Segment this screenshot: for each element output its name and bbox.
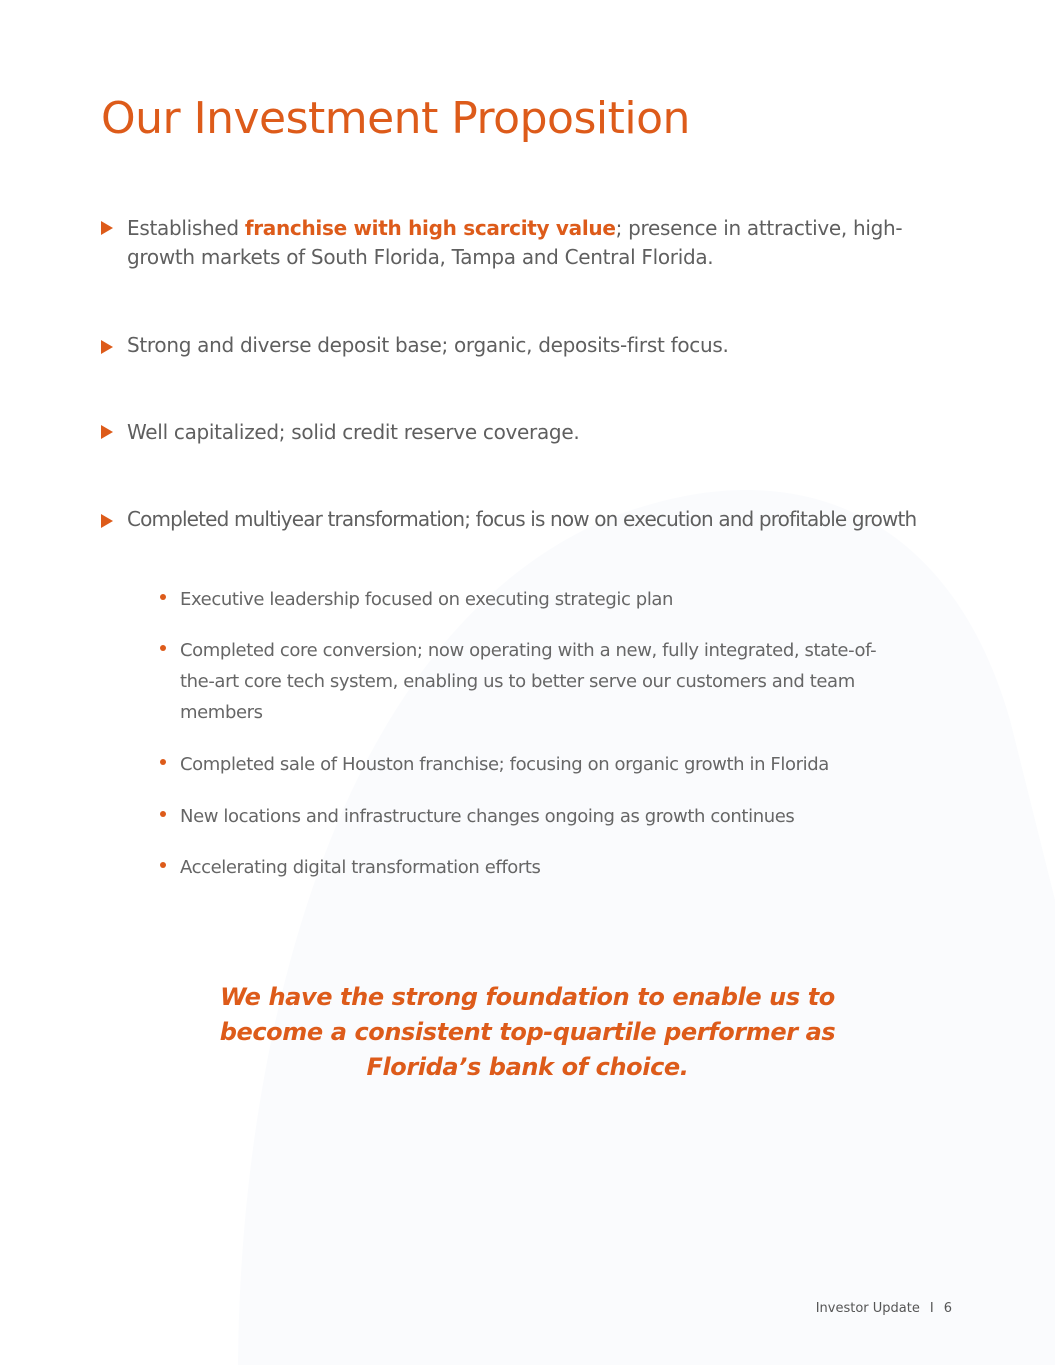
page-number: 6 bbox=[943, 1301, 952, 1316]
footer-separator: I bbox=[929, 1301, 934, 1316]
sub-point bbox=[160, 635, 920, 728]
sub-point-text: New locations and infrastructure changes ongoing as growth continues bbox=[180, 806, 795, 827]
key-point-text: Well capitalized; solid credit reserve coverage. bbox=[127, 420, 580, 444]
bullet-arrow-icon bbox=[101, 221, 113, 235]
bullet-dot-icon bbox=[160, 811, 166, 817]
sub-point bbox=[160, 749, 920, 780]
bullet-dot-icon bbox=[160, 594, 166, 600]
key-point-text: Completed multiyear transformation; focus is now on execution and profitable growth bbox=[127, 507, 917, 531]
bullet-dot-icon bbox=[160, 759, 166, 765]
sub-point bbox=[160, 584, 920, 615]
bullet-arrow-icon bbox=[101, 425, 113, 439]
key-point-text-end: ; presence in attractive, high-growth markets of South Florida, Tampa and Central Florida. bbox=[127, 216, 903, 269]
sub-point-text: Accelerating digital transformation efforts bbox=[180, 857, 541, 878]
key-point-highlight: franchise with high scarcity value bbox=[244, 216, 616, 240]
closing-statement: We have the strong foundation to enable us to become a consistent top-quartile performer as Florida’s bank of choice. bbox=[219, 983, 836, 1081]
bullet-dot-icon bbox=[160, 645, 166, 651]
page-footer bbox=[700, 1299, 952, 1319]
key-point bbox=[101, 505, 961, 535]
sub-point-text: Executive leadership focused on executing strategic plan bbox=[180, 589, 674, 610]
key-point-text: Strong and diverse deposit base; organic, deposits-first focus. bbox=[127, 333, 729, 357]
sub-point-text: Completed core conversion; now operating with a new, fully integrated, state-of-the-art core tech system, enabling us to better serve our customers and team members bbox=[180, 640, 877, 723]
sub-point bbox=[160, 801, 920, 832]
sub-point-text: Completed sale of Houston franchise; focusing on organic growth in Florida bbox=[180, 754, 829, 775]
key-point bbox=[101, 418, 961, 448]
key-point bbox=[101, 214, 961, 274]
sub-point bbox=[160, 852, 920, 883]
bullet-arrow-icon bbox=[101, 514, 113, 528]
key-point bbox=[101, 331, 961, 361]
page-title: Our Investment Proposition bbox=[101, 93, 690, 144]
bullet-arrow-icon bbox=[101, 340, 113, 354]
key-point-text-start: Established bbox=[127, 216, 245, 240]
key-point-text bbox=[127, 214, 961, 272]
footer-label: Investor Update bbox=[815, 1301, 920, 1316]
bullet-dot-icon bbox=[160, 862, 166, 868]
